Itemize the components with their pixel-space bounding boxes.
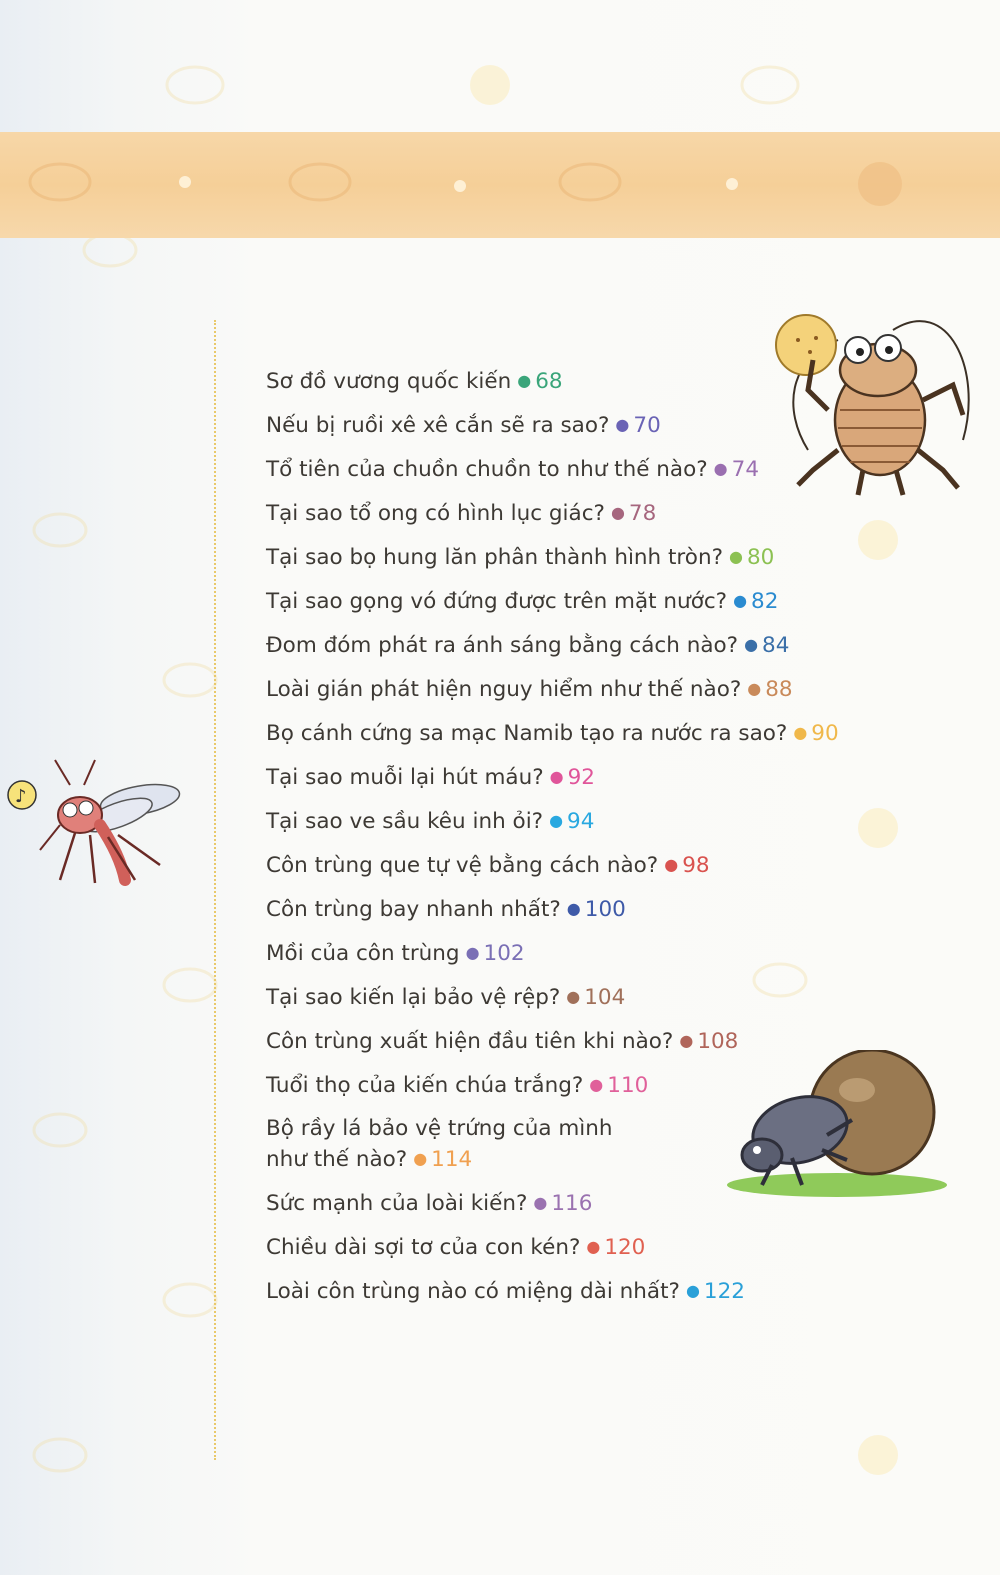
toc-item-title: Côn trùng que tự vệ bằng cách nào? (266, 853, 659, 878)
toc-item[interactable] (266, 718, 866, 749)
bullet-dot-icon: ● (465, 943, 480, 962)
bullet-dot-icon: ● (589, 1075, 604, 1094)
bullet-dot-icon: ● (533, 1193, 548, 1212)
toc-item[interactable] (266, 850, 866, 881)
toc-item-page-number: 114 (431, 1147, 473, 1172)
toc-item-title: Tổ tiên của chuồn chuồn to như thế nào? (266, 457, 708, 482)
bullet-dot-icon: ● (566, 987, 581, 1006)
toc-item[interactable] (266, 762, 866, 793)
bullet-dot-icon: ● (744, 635, 759, 654)
toc-item-page-number: 116 (551, 1191, 593, 1216)
toc-item[interactable] (266, 586, 866, 617)
toc-item-page-number: 80 (746, 545, 775, 570)
toc-item-page-number: 68 (535, 369, 563, 394)
toc-item[interactable] (266, 542, 866, 573)
toc-item-title: Tại sao muỗi lại hút máu? (266, 765, 544, 790)
bullet-dot-icon: ● (733, 591, 748, 610)
bullet-dot-icon: ● (615, 415, 630, 434)
bullet-dot-icon: ● (793, 723, 808, 742)
mosquito-illustration (0, 755, 190, 890)
toc-item-page-number: 102 (483, 941, 525, 966)
toc-item-title: Sơ đồ vương quốc kiến (266, 369, 512, 394)
toc-item-title: Sức mạnh của loài kiến? (266, 1191, 528, 1216)
toc-item-page-number: 122 (703, 1279, 745, 1304)
bullet-dot-icon: ● (685, 1281, 700, 1300)
toc-item[interactable] (266, 938, 866, 969)
bullet-dot-icon: ● (517, 371, 532, 390)
toc-item-page-number: 108 (697, 1029, 739, 1054)
toc-item-title: Tại sao tổ ong có hình lục giác? (266, 501, 605, 526)
bullet-dot-icon: ● (679, 1031, 694, 1050)
toc-item-title: Côn trùng xuất hiện đầu tiên khi nào? (266, 1029, 674, 1054)
bullet-dot-icon: ● (566, 899, 581, 918)
toc-item-page-number: 88 (765, 677, 793, 702)
toc-item[interactable] (266, 498, 866, 529)
toc-item-title: Đom đóm phát ra ánh sáng bằng cách nào? (266, 633, 739, 658)
toc-item-page-number: 84 (762, 633, 790, 658)
cockroach-illustration (768, 300, 978, 500)
toc-item-title: Chiều dài sợi tơ của con kén? (266, 1235, 581, 1260)
toc-item-title: Mồi của côn trùng (266, 941, 460, 966)
bullet-dot-icon: ● (729, 547, 743, 566)
toc-item-title: Tại sao gọng vó đứng được trên mặt nước? (266, 589, 728, 614)
toc-item-title: Tại sao kiến lại bảo vệ rệp? (266, 985, 561, 1010)
toc-item[interactable] (266, 674, 866, 705)
toc-item-title: Bọ cánh cứng sa mạc Namib tạo ra nước ra sao? (266, 721, 788, 746)
toc-item[interactable] (266, 806, 866, 837)
toc-item-page-number: 110 (607, 1073, 649, 1098)
toc-item[interactable] (266, 894, 866, 925)
toc-item-title: Tại sao bọ hung lăn phân thành hình tròn? (266, 545, 723, 570)
bullet-dot-icon: ● (713, 459, 728, 478)
bullet-dot-icon: ● (549, 811, 564, 830)
toc-item-title: Loài côn trùng nào có miệng dài nhất? (266, 1279, 680, 1304)
toc-item-page-number: 74 (731, 457, 759, 482)
margin-dotted-rule (214, 320, 216, 1460)
toc-item-page-number: 90 (811, 721, 839, 746)
bullet-dot-icon: ● (610, 503, 625, 522)
header-band (0, 132, 1000, 238)
toc-item-page-number: 70 (633, 413, 661, 438)
toc-item-page-number: 78 (628, 501, 657, 526)
toc-item[interactable] (266, 630, 866, 661)
toc-item-title: Nếu bị ruồi xê xê cắn sẽ ra sao? (266, 413, 610, 438)
toc-item-page-number: 100 (584, 897, 626, 922)
toc-item-page-number: 120 (604, 1235, 646, 1260)
toc-item-title: Tại sao ve sầu kêu inh ỏi? (266, 809, 544, 834)
bullet-dot-icon: ● (586, 1237, 601, 1256)
toc-item[interactable] (266, 1232, 866, 1263)
header-band-pattern (0, 132, 1000, 238)
toc-item-title: Bộ rầy lá bảo vệ trứng của mình như thế nào? (266, 1116, 613, 1172)
toc-item-page-number: 94 (567, 809, 595, 834)
toc-item[interactable] (266, 1114, 626, 1175)
toc-item-title: Loài gián phát hiện nguy hiểm như thế nào? (266, 677, 742, 702)
bullet-dot-icon: ● (413, 1149, 428, 1168)
toc-item-page-number: 98 (682, 853, 710, 878)
bullet-dot-icon: ● (549, 767, 564, 786)
bullet-dot-icon: ● (664, 855, 679, 874)
music-note-icon: ♪ (15, 786, 27, 807)
toc-item[interactable] (266, 1276, 866, 1307)
toc-item-title: Côn trùng bay nhanh nhất? (266, 897, 561, 922)
toc-item-page-number: 82 (751, 589, 779, 614)
toc-item-title: Tuổi thọ của kiến chúa trắng? (266, 1073, 584, 1098)
dung-beetle-illustration (722, 1050, 952, 1200)
toc-item-page-number: 104 (584, 985, 626, 1010)
toc-item[interactable] (266, 982, 866, 1013)
toc-item-page-number: 92 (567, 765, 595, 790)
bullet-dot-icon: ● (747, 679, 762, 698)
